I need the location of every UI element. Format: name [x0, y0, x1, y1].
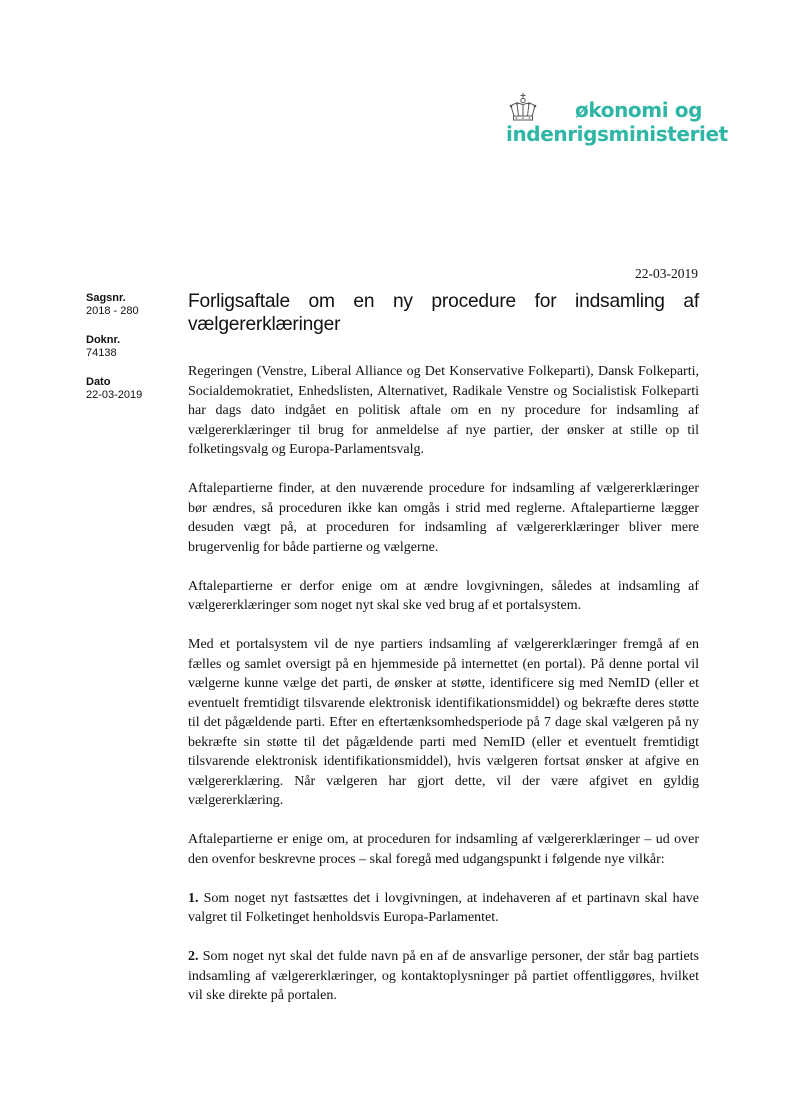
ministry-name-line1: økonomi og	[575, 98, 702, 122]
case-number	[86, 292, 182, 318]
metadata-column	[86, 292, 182, 418]
document-date: 22-03-2019	[635, 266, 698, 281]
condition-text: Som noget nyt skal det fulde navn på en af de ansvarlige personer, der står bag partiets indsamling af vælgererklæringer, og kontaktoplysninger på partiet offentliggøres, hvilket vil ske direkte på portalen.	[188, 949, 700, 1003]
condition-text: Som noget nyt fastsættes det i lovgivningen, at indehaveren af et partinavn skal have valgret til Folketinget henholdsvis Europa-Parlamentet.	[188, 890, 700, 925]
case-number-value: 2018 - 280	[86, 305, 139, 317]
condition-item	[188, 889, 699, 928]
condition-number: 1.	[188, 890, 199, 906]
ministry-name	[506, 98, 728, 146]
condition-item	[188, 947, 699, 1006]
paragraph: Aftalepartierne er derfor enige om at ændre lovgivningen, således at indsamling af vælgererklæringer som noget nyt skal ske ved brug af et portalsystem.	[188, 578, 699, 613]
paragraph: Regeringen (Venstre, Liberal Alliance og Det Konservative Folkeparti), Dansk Folkeparti, Socialdemokratiet, Enhedslisten, Alternativet, Radikale Venstre og Socialistisk Folkeparti har dags dato indgået en politisk aftale om en ny procedure for indsamling af vælgererklæringer til brug for anmeldelse af nye partier, der ønsker at stille op til folketingsvalg og Europa-Parlamentsvalg.	[188, 364, 699, 457]
paragraph: Med et portalsystem vil de nye partiers indsamling af vælgererklæringer fremgå af en fælles og samlet oversigt på en hjemmeside på internettet (en portal). På denne portal vil vælgerne kunne vælge det parti, de ønsker at støtte, identificere sig med NemID (eller et eventuelt fremtidigt tilsvarende elektronisk identifikationsmiddel) og bekræfte deres støtte til det pågældende parti. Efter en eftertænksomhedsperiode på 7 dage skal vælgeren på ny bekræfte sin støtte til det pågældende parti med NemID (eller et eventuelt fremtidigt tilsvarende elektronisk identifikationsmiddel), hvis vælgeren fortsat ønsker at afgive en vælgererklæring. Når vælgeren har gjort dette, vil der være afgivet en gyldig vælgererklæring.	[188, 637, 699, 808]
paragraph: Aftalepartierne finder, at den nuværende procedure for indsamling af vælgererklæringer bør ændres, så proceduren ikke kan omgås i strid med reglerne. Aftalepartierne lægger desuden vægt på, at proceduren for indsamling af vælgererklæringer bliver mere brugervenlig for både partierne og vælgerne.	[188, 481, 699, 555]
ministry-logo	[506, 92, 728, 152]
document-title: Forligsaftale om en ny procedure for indsamling af vælgererklæringer	[188, 291, 699, 335]
condition-number: 2.	[188, 949, 199, 964]
ministry-name-line2: indenrigsministeriet	[506, 122, 728, 146]
document-number-label: Doknr.	[86, 334, 121, 346]
date-field	[86, 376, 182, 402]
document-number	[86, 334, 182, 360]
case-number-label: Sagsnr.	[86, 292, 126, 304]
paragraph: Aftalepartierne er enige om, at proceduren for indsamling af vælgererklæringer – ud over den ovenfor beskrevne proces – skal foregå med udgangspunkt i følgende nye vilkår:	[188, 832, 699, 867]
document-number-value: 74138	[86, 347, 117, 359]
date-label: Dato	[86, 376, 111, 388]
document-body	[188, 290, 699, 1025]
date-value: 22-03-2019	[86, 389, 143, 401]
